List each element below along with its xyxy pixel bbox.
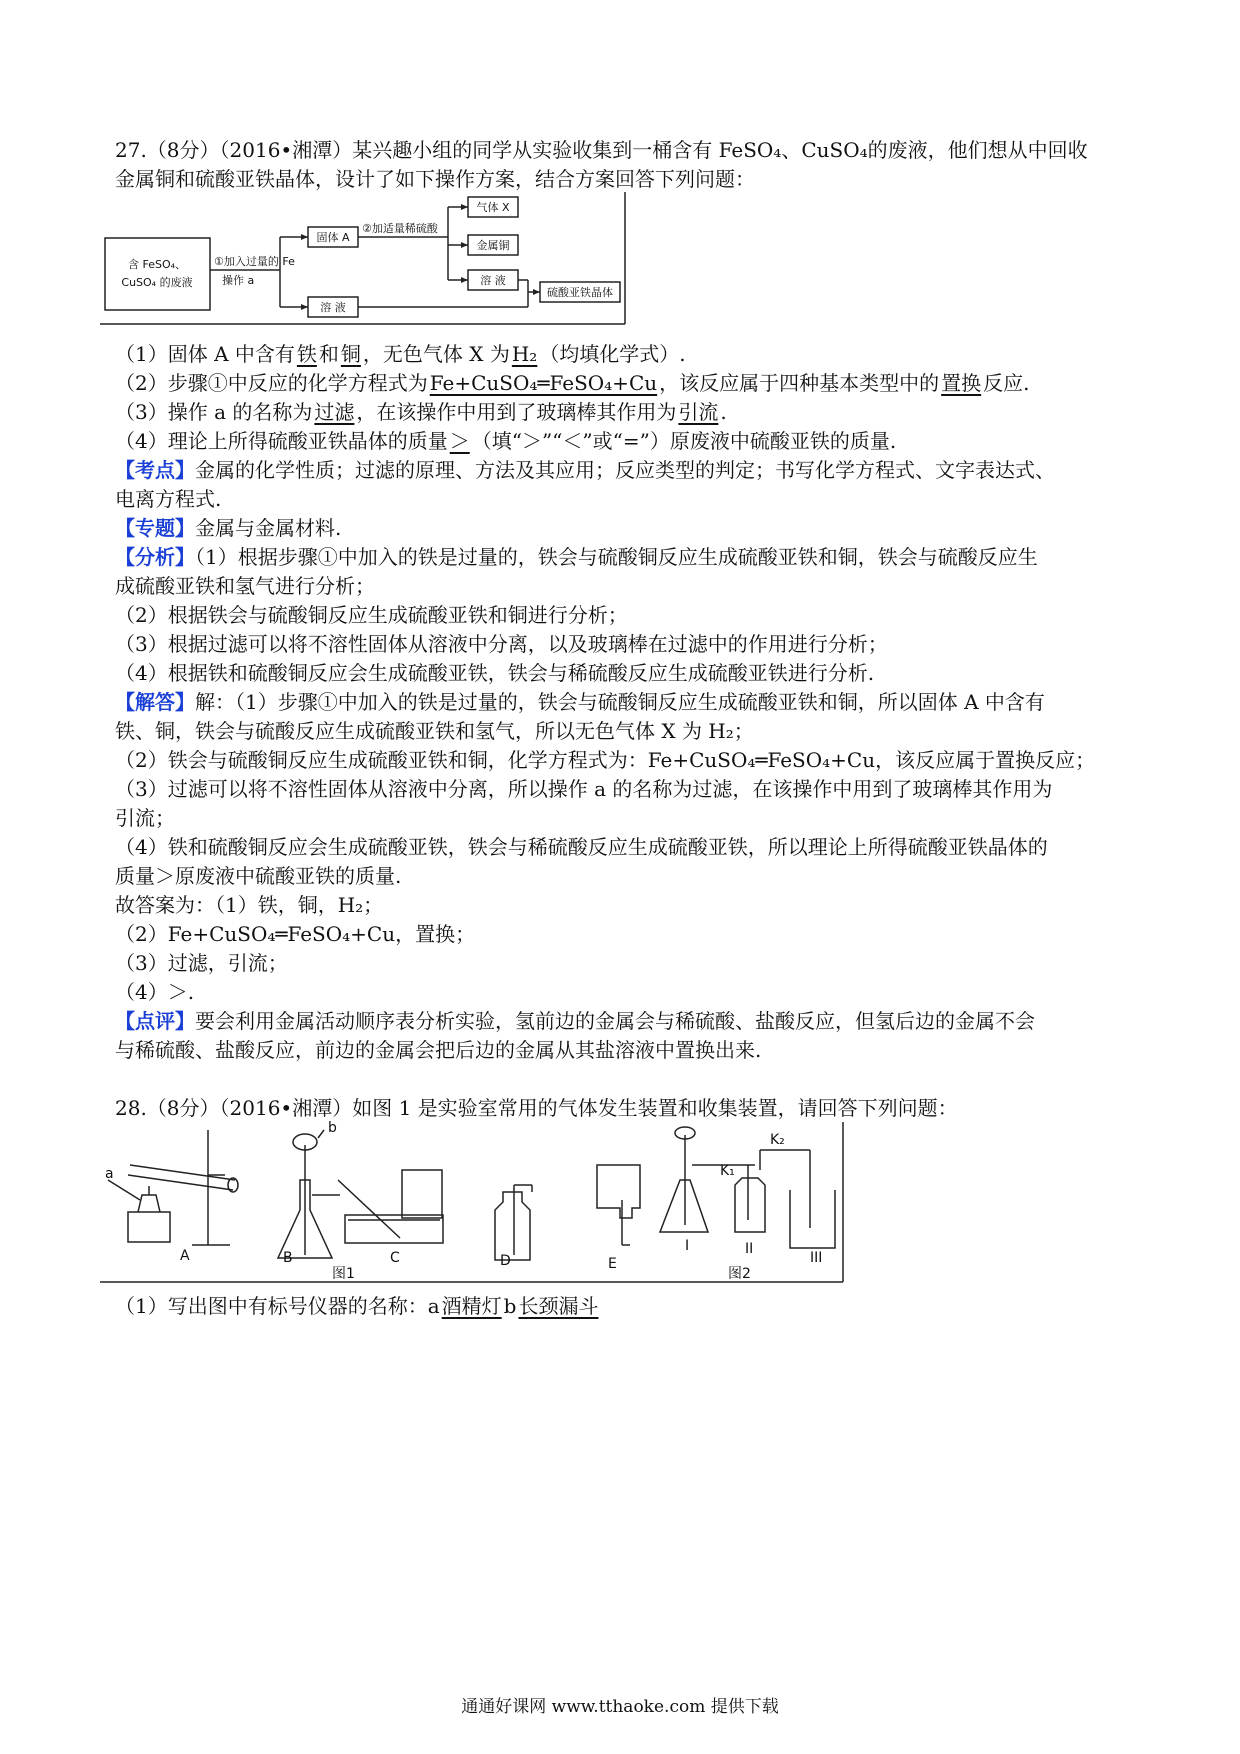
q27-jieda-line5: 引流；	[115, 806, 175, 830]
label-K1: K₁	[720, 1163, 735, 1179]
q27-sub3: （3）操作 a 的名称为 过滤 ，在该操作中用到了玻璃棒其作用为 引流 .	[115, 400, 727, 424]
q27-answer-line3: （3）过滤，引流；	[115, 951, 288, 975]
q27-jieda: 【解答】解：（1）步骤①中加入的铁是过量的，铁会与硫酸铜反应生成硫酸亚铁和铜，所以固体 A 中含有	[115, 690, 1045, 714]
flow-start-line1: 含 FeSO₄、	[127, 258, 187, 271]
q27-kaodian: 【考点】金属的化学性质；过滤的原理、方法及其应用；反应类型的判定；书写化学方程式、文字表达式、	[115, 458, 1055, 482]
q28-apparatus-figure	[100, 1120, 845, 1285]
q27-intro-line2: 金属铜和硫酸亚铁晶体，设计了如下操作方案，结合方案回答下列问题：	[115, 167, 755, 191]
label-II: II	[745, 1241, 754, 1257]
q27-jieda-line6: （4）铁和硫酸铜反应会生成硫酸亚铁，铁会与稀硫酸反应生成硫酸亚铁，所以理论上所得硫酸亚铁晶体的	[115, 835, 1048, 859]
flow-gas-x: 气体 X	[476, 201, 510, 214]
q27-fenxi-line3: （2）根据铁会与硫酸铜反应生成硫酸亚铁和铜进行分析；	[115, 603, 628, 627]
q27-sub3-answer2: 引流	[678, 400, 719, 424]
q28-intro: 28.（8分）（2016•湘潭）如图 1 是实验室常用的气体发生装置和收集装置，请回答下列问题：	[115, 1096, 958, 1120]
q27-sub4-answer1: ＞	[449, 429, 470, 453]
label-I: I	[685, 1238, 690, 1254]
label-fig2: 图2	[728, 1266, 751, 1282]
q27-sub2: （2）步骤①中反应的化学方程式为 Fe+CuSO₄═FeSO₄+Cu ，该反应属于四种基本类型中的 置换 反应.	[115, 371, 1030, 395]
q28-sub1-answer1: 酒精灯	[441, 1294, 502, 1318]
q27-fenxi: 【分析】（1）根据步骤①中加入的铁是过量的，铁会与硫酸铜反应生成硫酸亚铁和铜，铁会与硫酸反应生	[115, 545, 1038, 569]
q27-sub2-answer1: Fe+CuSO₄═FeSO₄+Cu	[429, 371, 658, 395]
label-C: C	[390, 1250, 400, 1266]
flow-solid-a: 固体 A	[316, 231, 350, 244]
q27-sub1: （1）固体 A 中含有 铁 和 铜 ，无色气体 X 为 H₂ （均填化学式）.	[115, 342, 686, 366]
q27-sub1-answer3: H₂	[511, 342, 538, 366]
q27-answer-line2: （2）Fe+CuSO₄═FeSO₄+Cu，置换；	[115, 922, 476, 946]
q27-jieda-line2: 铁、铜，铁会与硫酸反应生成硫酸亚铁和氢气，所以无色气体 X 为 H₂；	[115, 719, 754, 743]
label-b: b	[328, 1120, 337, 1136]
q27-jieda-line4: （3）过滤可以将不溶性固体从溶液中分离，所以操作 a 的名称为过滤，在该操作中用到了玻璃棒其作用为	[115, 777, 1053, 801]
q27-jieda-line7: 质量＞原废液中硫酸亚铁的质量.	[115, 864, 402, 888]
flow-step2: ②加适量稀硫酸	[362, 222, 438, 235]
label-a: a	[105, 1166, 114, 1182]
q27-flow-diagram	[100, 190, 630, 330]
flow-solution-bottom: 溶 液	[320, 301, 346, 314]
q27-sub2-answer2: 置换	[941, 371, 982, 395]
q27-intro-line1: 27.（8分）（2016•湘潭）某兴趣小组的同学从实验收集到一桶含有 FeSO₄、CuSO₄的废液，他们想从中回收	[115, 138, 1088, 162]
q27-sub1-answer2: 铜	[340, 342, 361, 366]
q27-sub3-answer1: 过滤	[314, 400, 355, 424]
flow-step1-line1: ①加入过量的 Fe	[214, 255, 295, 268]
q27-dianping: 【点评】要会利用金属活动顺序表分析实验，氢前边的金属会与稀硫酸、盐酸反应，但氢后边的金属不会	[115, 1009, 1035, 1033]
label-E: E	[608, 1256, 617, 1272]
flow-start-line2: CuSO₄ 的废液	[121, 276, 193, 289]
q27-fenxi-line2: 成硫酸亚铁和氢气进行分析；	[115, 574, 375, 598]
label-K2: K₂	[770, 1132, 785, 1148]
q28-sub1: （1）写出图中有标号仪器的名称：a 酒精灯 b 长颈漏斗	[115, 1294, 599, 1318]
label-A: A	[180, 1248, 190, 1264]
flow-solution-top: 溶 液	[480, 274, 506, 287]
page-footer: 通通好课网 www.tthaoke.com 提供下载	[461, 1697, 779, 1717]
label-D: D	[500, 1253, 511, 1269]
q27-sub1-answer1: 铁	[296, 342, 317, 366]
q27-zhuanti: 【专题】金属与金属材料.	[115, 516, 342, 540]
flow-step1-line2: 操作 a	[222, 274, 255, 287]
label-B: B	[283, 1250, 293, 1266]
flow-product: 硫酸亚铁晶体	[547, 286, 613, 299]
q28-sub1-answer2: 长颈漏斗	[518, 1294, 599, 1318]
q27-sub4: （4）理论上所得硫酸亚铁晶体的质量 ＞ （填“＞”“＜”或“=”）原废液中硫酸亚铁的质量.	[115, 429, 897, 453]
label-III: III	[810, 1250, 823, 1266]
q27-fenxi-line4: （3）根据过滤可以将不溶性固体从溶液中分离，以及玻璃棒在过滤中的作用进行分析；	[115, 632, 888, 656]
q27-kaodian-line2: 电离方程式.	[115, 487, 222, 511]
q27-jieda-line3: （2）铁会与硫酸铜反应生成硫酸亚铁和铜，化学方程式为：Fe+CuSO₄═FeSO₄+Cu，该反应属于置换反应；	[115, 748, 1096, 772]
q27-dianping-line2: 与稀硫酸、盐酸反应，前边的金属会把后边的金属从其盐溶液中置换出来.	[115, 1038, 762, 1062]
q27-answer-line1: 故答案为：（1）铁，铜，H₂；	[115, 893, 384, 917]
label-fig1: 图1	[332, 1266, 355, 1282]
flow-copper: 金属铜	[476, 239, 510, 252]
q27-answer-line4: （4）＞.	[115, 980, 195, 1004]
q27-fenxi-line5: （4）根据铁和硫酸铜反应会生成硫酸亚铁，铁会与稀硫酸反应生成硫酸亚铁进行分析.	[115, 661, 875, 685]
